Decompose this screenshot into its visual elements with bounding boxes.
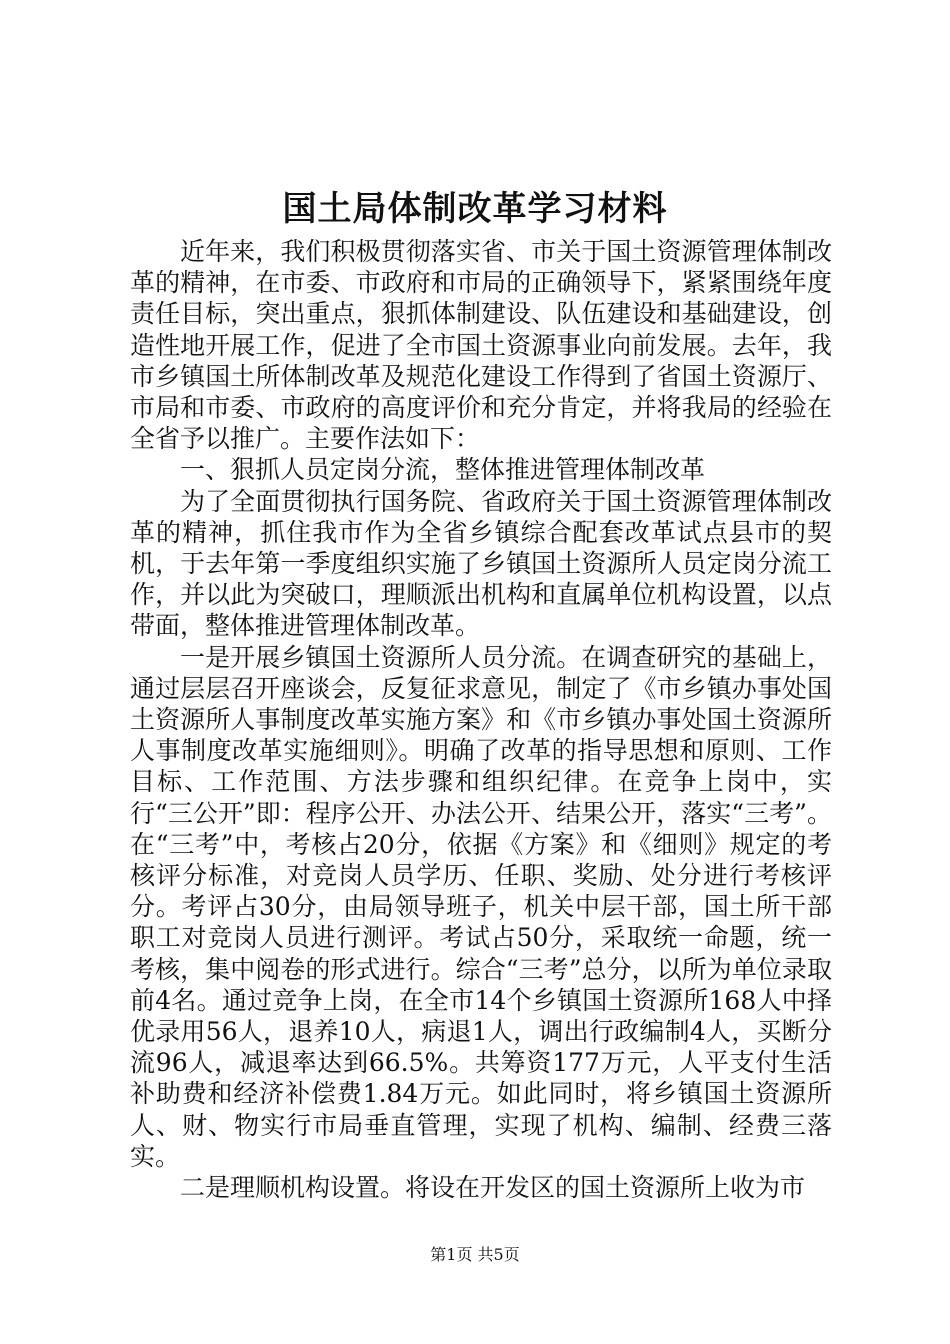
paragraph-purpose: 为了全面贯彻执行国务院、省政府关于国土资源管理体制改革的精神，抓住我市作为全省乡镇综合配套改革试点县市的契机，于去年第一季度组织实施了乡镇国土资源所人员定岗分流工作，并以此为突破口，理顺派出机构和直属单位机构设置，以点带面，整体推进管理体制改革。 [130,486,832,641]
paragraph-point-1: 一是开展乡镇国土资源所人员分流。在调查研究的基础上，通过层层召开座谈会，反复征求意见，制定了《市乡镇办事处国土资源所人事制度改革实施方案》和《市乡镇办事处国土资源所人事制度改革实施细则》。明确了改革的指导思想和原则、工作目标、工作范围、方法步骤和组织纪律。在竞争上岗中，实行“三公开”即：程序公开、办法公开、结果公开，落实“三考”。在“三考”中，考核占20分，依据《方案》和《细则》规定的考核评分标准，对竞岗人员学历、任职、奖励、处分进行考核评分。考评占30分，由局领导班子，机关中层干部，国土所干部职工对竞岗人员进行测评。考试占50分，采取统一命题，统一考核，集中阅卷的形式进行。综合“三考”总分，以所为单位录取前4名。通过竞争上岗，在全市14个乡镇国土资源所168人中择优录用56人，退养10人，病退1人，调出行政编制4人，买断分流96人，减退率达到66.5%。共筹资177万元，人平支付生活补助费和经济补偿费1.84万元。如此同时，将乡镇国土资源所人、财、物实行市局垂直管理，实现了机构、编制、经费三落实。 [130,642,832,1171]
document-title: 国土局体制改革学习材料 [282,189,668,229]
paragraph-intro: 近年来，我们积极贯彻落实省、市关于国土资源管理体制改革的精神，在市委、市政府和市局的正确领导下，紧紧围绕年度责任目标，突出重点，狠抓体制建设、队伍建设和基础建设，创造性地开展工作，促进了全市国土资源事业向前发展。去年，我市乡镇国土所体制改革及规范化建设工作得到了省国土资源厅、市局和市委、市政府的高度评价和充分肯定，并将我局的经验在全省予以推广。主要作法如下： [130,237,832,454]
page-footer: 第1页 共5页 [430,1245,520,1264]
paragraph-point-2: 二是理顺机构设置。将设在开发区的国土资源所上收为市 [180,1173,806,1203]
document-body [130,236,832,1203]
section-heading-1: 一、狠抓人员定岗分流，整体推进管理体制改革 [180,455,706,485]
